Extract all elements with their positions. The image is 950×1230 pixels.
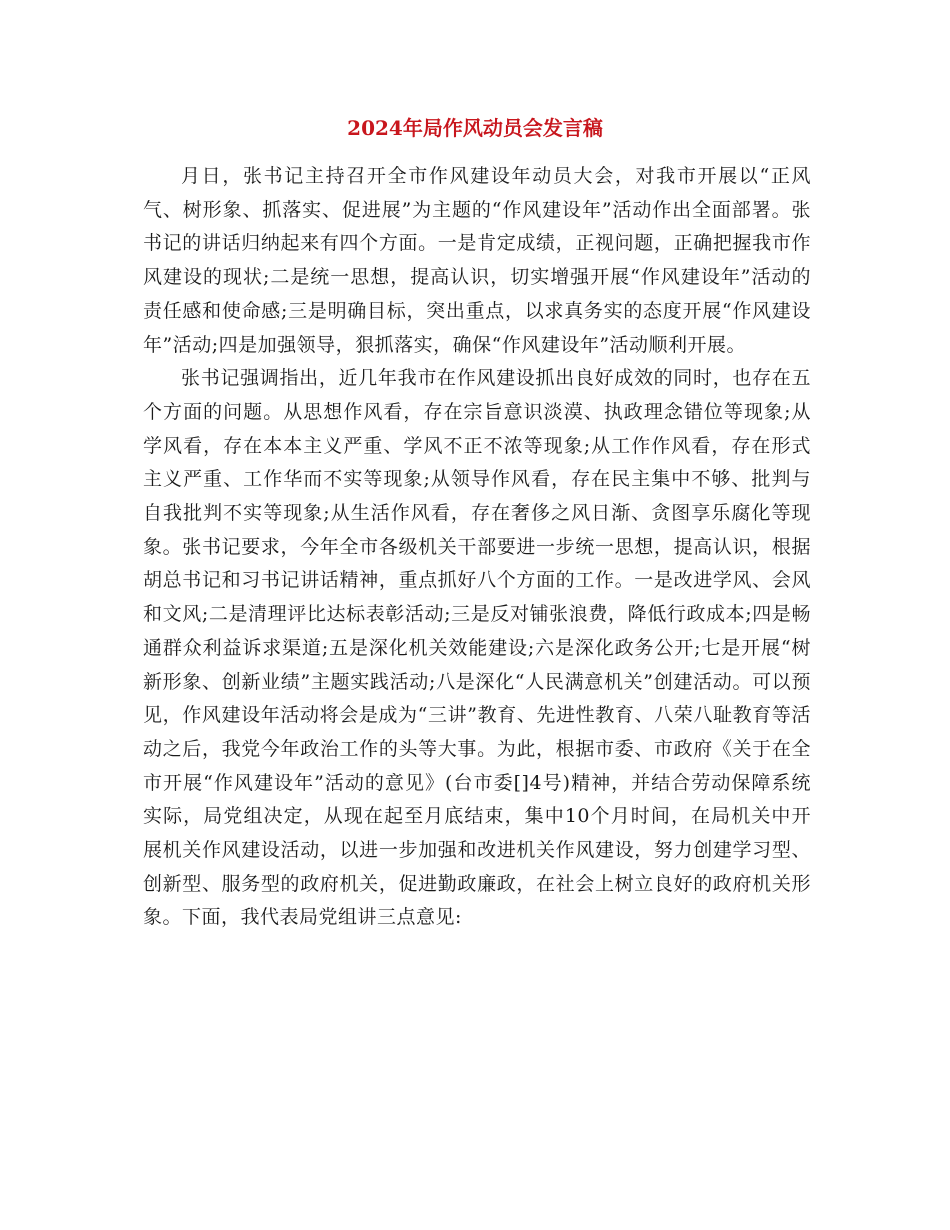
document-body <box>143 160 811 935</box>
paragraph-1: 月日，张书记主持召开全市作风建设年动员大会，对我市开展以“正风气、树形象、抓落实、促进展”为主题的“作风建设年”活动作出全面部署。张书记的讲话归纳起来有四个方面。一是肯定成绩，正视问题，正确把握我市作风建设的现状;二是统一思想，提高认识，切实增强开展“作风建设年”活动的责任感和使命感;三是明确目标，突出重点，以求真务实的态度开展“作风建设年”活动;四是加强领导，狠抓落实，确保“作风建设年”活动顺利开展。 <box>143 165 811 356</box>
paragraph-2: 张书记强调指出，近几年我市在作风建设抓出良好成效的同时，也存在五个方面的问题。从思想作风看，存在宗旨意识淡漠、执政理念错位等现象;从学风看，存在本本主义严重、学风不正不浓等现象;从工作作风看，存在形式主义严重、工作华而不实等现象;从领导作风看，存在民主集中不够、批判与自我批判不实等现象;从生活作风看，存在奢侈之风日渐、贪图享乐腐化等现象。张书记要求，今年全市各级机关干部要进一步统一思想，提高认识，根据胡总书记和习书记讲话精神，重点抓好八个方面的工作。一是改进学风、会风和文风;二是清理评比达标表彰活动;三是反对铺张浪费，降低行政成本;四是畅通群众利益诉求渠道;五是深化机关效能建设;六是深化政务公开;七是开展“树新形象、创新业绩”主题实践活动;八是深化“人民满意机关”创建活动。可以预见，作风建设年活动将会是成为“三讲”教育、先进性教育、八荣八耻教育等活动之后，我党今年政治工作的头等大事。为此，根据市委、市政府《关于在全市开展“作风建设年”活动的意见》(台市委[]4号)精神，并结合劳动保障系统实际，局党组决定，从现在起至月底结束，集中10个月时间，在局机关中开展机关作风建设活动，以进一步加强和改进机关作风建设，努力创建学习型、创新型、服务型的政府机关，促进勤政廉政，在社会上树立良好的政府机关形象。下面，我代表局党组讲三点意见: <box>143 367 811 929</box>
document-title: 2024年局作风动员会发言稿 <box>347 116 603 140</box>
